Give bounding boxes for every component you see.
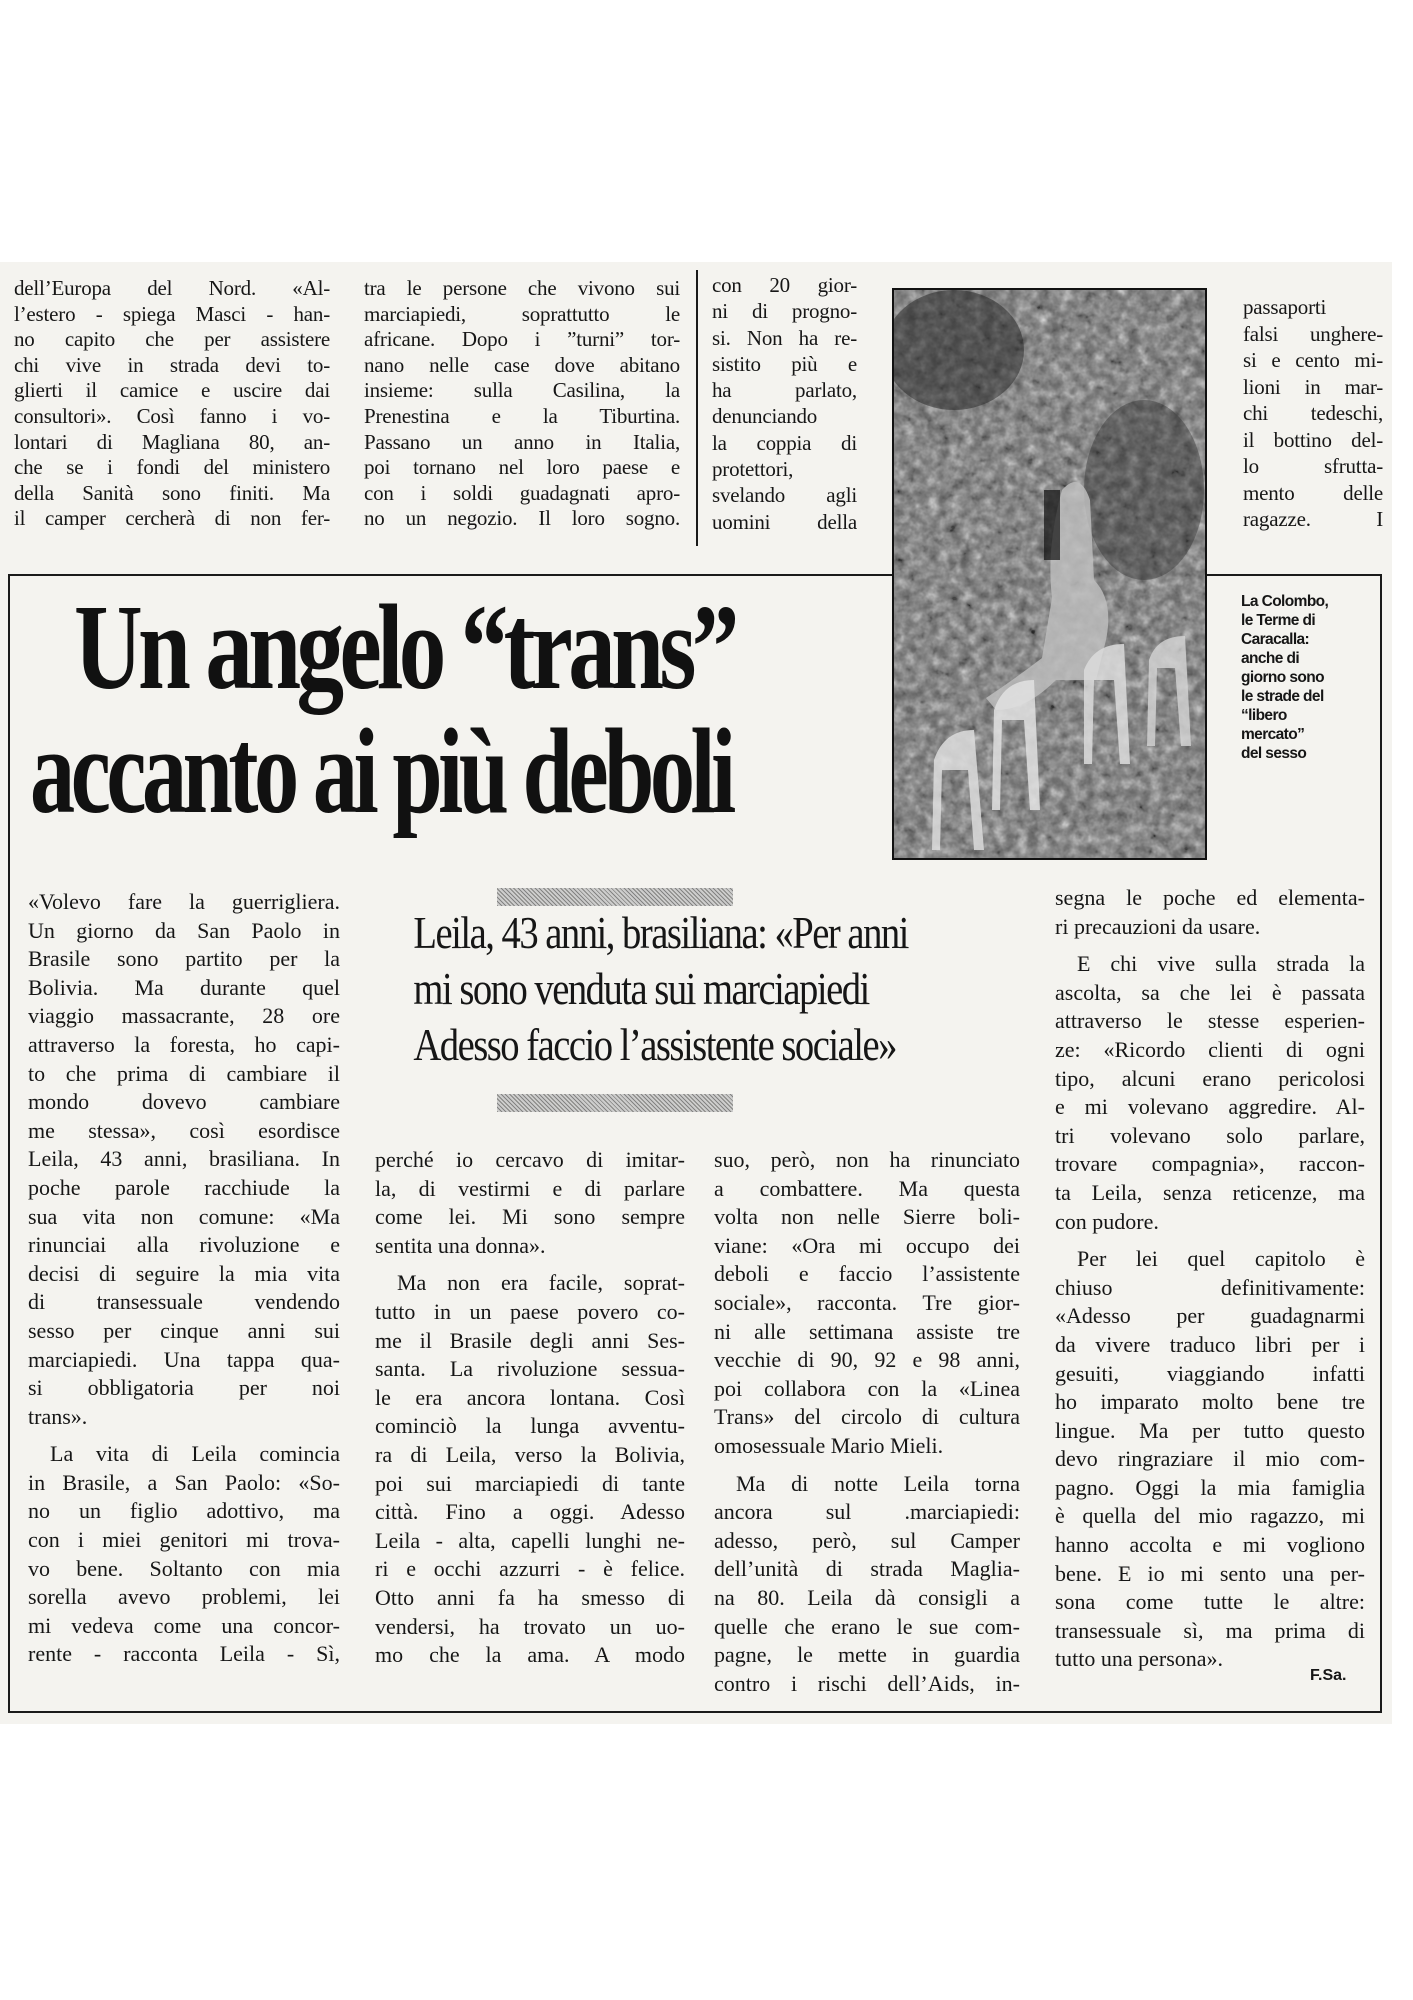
paragraph [714,1146,1020,1461]
paragraph [1055,950,1365,1236]
caption-line: le Terme di [1241,612,1316,629]
text-line: con 20 gior- [712,273,857,297]
text-line: viaggio massacrante, 28 ore [28,1003,340,1029]
text-line: E chi vive sulla strada la [1077,951,1365,977]
text-line: mo che la ama. A modo [375,1642,685,1668]
text-line: della Sanità sono finiti. Ma [14,480,330,505]
text-line: transessuale sì, ma prima di [1055,1617,1365,1643]
text-line: falsi unghere- [1243,321,1383,346]
text-line: la coppia di [712,430,857,455]
text-line: tutto una persona». [1055,1646,1224,1672]
text-line: con i soldi guadagnati apro- [364,480,680,505]
caption-line: “libero [1241,707,1287,724]
text-line: nano nelle case dove abitano [364,352,680,377]
caption-line: del sesso [1241,745,1307,762]
subheadline [375,905,908,1073]
text-line: Passano un anno in Italia, [364,429,680,454]
text-line: il camper cercherà di non fer- [14,506,330,531]
text-line: ancora sul .marciapiedi: [714,1499,1020,1525]
text-line: si obbligatoria per noi [28,1375,340,1401]
text-line: tra le persone che vivono sui [364,276,680,300]
text-line: ri precauzioni da usare. [1055,913,1261,939]
text-line: Trans» del circolo di cultura [714,1404,1020,1430]
paragraph [712,272,857,535]
text-line: marciapiedi. Una tappa qua- [28,1346,340,1372]
text-line: devo ringraziare il mio com- [1055,1446,1365,1472]
text-line: africane. Dopo i ”turni” tor- [364,327,680,352]
text-line: sorella avevo problemi, lei [28,1584,340,1610]
text-line: denunciando [712,404,818,429]
top-column-1 [14,276,330,532]
text-line: no un figlio adottivo, ma [28,1498,340,1524]
paragraph [14,276,330,532]
paragraph [375,1269,685,1669]
text-line: «Adesso per guadagnarmi [1055,1303,1365,1329]
text-line: no capito che per assistere [14,327,330,352]
subheadline-line: mi sono venduta sui marciapiedi [413,963,869,1014]
text-line: ri e occhi azzurri - è felice. [375,1556,685,1582]
text-line: Un giorno da San Paolo in [28,917,340,943]
text-line: Leila, 43 anni, brasiliana. In [28,1146,340,1172]
text-line: me il Brasile degli anni Ses- [375,1327,685,1353]
text-line: è quella del mio ragazzo, mi [1055,1503,1365,1529]
text-line: uomini della [712,509,857,534]
caption-line: Caracalla: [1241,631,1310,648]
text-line: protettori, [712,457,794,482]
text-line: ze: «Ricordo clienti di ogni [1055,1036,1365,1062]
paragraph [28,1440,340,1669]
paragraph [28,888,340,1431]
text-line: poi sui marciapiedi di tante [375,1470,685,1496]
text-line: segna le poche ed elementa- [1055,885,1365,910]
text-line: poi collabora con la «Linea [714,1375,1020,1401]
text-line: omosessuale Mario Mieli. [714,1432,944,1458]
text-line: la, di vestirmi e di parlare [375,1175,685,1201]
photo [892,288,1207,860]
subheadline-line: Leila, 43 anni, brasiliana: «Per anni [413,907,908,958]
text-line: tutto in un paese povero co- [375,1298,685,1324]
text-line: me stessa», così esordisce [28,1117,340,1143]
text-line: lingue. Ma per tutto questo [1055,1417,1365,1443]
text-line: sociale», racconta. Tre gior- [714,1289,1020,1315]
text-line: lontari di Magliana 80, an- [14,429,330,454]
headline-line-2: accanto ai più deboli [30,704,732,839]
text-line: santa. La rivoluzione sessua- [375,1356,685,1382]
text-line: no un negozio. Il loro sogno. [364,506,680,531]
text-line: bene. E io mi sento una per- [1055,1560,1365,1586]
subheadline-line: Adesso faccio l’assistente sociale» [413,1019,896,1070]
text-line: ta Leila, senza reticenze, ma [1055,1179,1365,1205]
byline: F.Sa. [1310,1667,1347,1684]
text-line: attraverso le stesse esperien- [1055,1008,1365,1034]
text-line: e mi volevano aggredire. Al- [1055,1094,1365,1120]
text-line: consultori». Così fanno i vo- [14,403,330,428]
text-line: mento delle [1243,480,1383,505]
text-line: di transessuale vendendo [28,1289,340,1315]
text-line: sentita una donna». [375,1232,546,1258]
text-line: viane: «Ora mi occupo dei [714,1232,1020,1258]
text-line: sistito più e [712,351,857,376]
text-line: poi tornano nel loro paese e [364,455,680,480]
text-line: il bottino del- [1243,427,1383,452]
text-line: chiuso definitivamente: [1055,1274,1365,1300]
frame-right-rule [1380,574,1382,1713]
text-line: Per lei quel capitolo è [1077,1246,1365,1272]
text-line: Brasile sono partito per la [28,946,340,972]
frame-bottom-rule [8,1711,1382,1713]
text-line: Otto anni fa ha smesso di [375,1584,685,1610]
text-line: pagno. Oggi la mia famiglia [1055,1474,1365,1500]
text-line: vecchie di 90, 92 e 98 anni, [714,1347,1020,1373]
text-line: rinunciai alla rivoluzione e [28,1232,340,1258]
frame-left-rule [8,574,10,1713]
text-line: ha parlato, [712,378,857,403]
text-line: dell’unità di strada Maglia- [714,1556,1020,1582]
paragraph [1055,884,1365,941]
text-line: lo sfrutta- [1243,454,1383,478]
text-line: si. Non ha re- [712,325,857,350]
text-line: vo bene. Soltanto con mia [28,1555,340,1581]
text-line: a combattere. Ma questa [714,1175,1020,1201]
text-line: perché io cercavo di imitar- [375,1147,685,1172]
text-line: glierti il camice e uscire dai [14,378,330,403]
body-column-2 [375,1146,685,1670]
text-line: dell’Europa del Nord. «Al- [14,276,330,300]
caption-line: le strade del [1241,688,1324,705]
text-line: tri volevano solo parlare, [1055,1122,1365,1148]
text-line: ascolta, sa che lei è passata [1055,979,1365,1005]
top-column-4 [1243,294,1383,533]
body-column-4 [1055,884,1365,1674]
text-line: volta non nelle Sierre boli- [714,1204,1020,1230]
text-line: lioni in mar- [1243,374,1383,399]
text-line: attraverso la foresta, ho capi- [28,1031,340,1057]
caption-line: anche di [1241,650,1300,667]
text-line: sua vita non comune: «Ma [28,1203,340,1229]
text-line: trans». [28,1403,88,1429]
text-line: Ma non era facile, soprat- [397,1270,685,1296]
text-line: pagne, le mette in guardia [714,1642,1020,1668]
caption-line: mercato” [1241,726,1305,743]
text-line: città. Fino a oggi. Adesso [375,1499,685,1525]
text-line: suo, però, non ha rinunciato [714,1147,1020,1172]
text-line: ra di Leila, verso la Bolivia, [375,1441,685,1467]
text-line: con i miei genitori mi trova- [28,1527,340,1553]
text-line: l’estero - spiega Masci - han- [14,301,330,326]
text-line: marciapiedi, soprattutto le [364,301,680,326]
text-line: passaporti [1243,295,1327,319]
text-line: quelle che erano le sue com- [714,1613,1020,1639]
headline [30,580,978,839]
text-line: adesso, però, sul Camper [714,1527,1020,1553]
text-line: le era ancora lontana. Così [375,1384,685,1410]
text-line: che se i fondi del ministero [14,455,330,480]
top-column-3 [712,272,857,535]
text-line: Ma di notte Leila torna [736,1470,1020,1496]
text-line: ho imparato molto bene tre [1055,1389,1365,1415]
text-line: mondo dovevo cambiare [28,1089,340,1115]
photo-caption [1241,592,1328,763]
caption-line: giorno sono [1241,669,1324,686]
subheadline-bottom-bar [497,1094,733,1112]
text-line: chi vive in strada devi to- [14,352,330,377]
text-line: hanno accolta e mi vogliono [1055,1532,1365,1558]
street-photo-image [894,290,1205,858]
text-line: tipo, alcuni erano pericolosi [1055,1065,1365,1091]
text-line: deboli e faccio l’assistente [714,1261,1020,1287]
text-line: vendersi, ha trovato un uo- [375,1613,685,1639]
paragraph [364,276,680,532]
text-line: da vivere traduco libri per i [1055,1331,1365,1357]
column-rule [696,270,698,546]
text-line: rente - racconta Leila - Sì, [28,1641,340,1667]
paragraph [375,1146,685,1260]
text-line: ni alle settimana assiste tre [714,1318,1020,1344]
top-column-2 [364,276,680,532]
text-line: Prenestina e la Tiburtina. [364,403,680,428]
headline-line-1: Un angelo “trans” [74,580,735,715]
subheadline-top-bar [497,888,733,906]
text-line: in Brasile, a San Paolo: «So- [28,1469,340,1495]
text-line: sesso per cinque anni sui [28,1317,340,1343]
text-line: contro i rischi dell’Aids, in- [714,1670,1020,1696]
text-line: svelando agli [712,483,857,508]
text-line: cominciò la lunga avventu- [375,1413,685,1439]
paragraph [1243,294,1383,533]
text-line: insieme: sulla Casilina, la [364,378,680,403]
caption-line: La Colombo, [1241,593,1329,610]
paragraph [714,1470,1020,1699]
text-line: mi vedeva come una concor- [28,1612,340,1638]
body-column-1 [28,888,340,1669]
paragraph [1055,1245,1365,1674]
text-line: trovare compagnia», raccon- [1055,1151,1365,1177]
text-line: Leila - alta, capelli lunghi ne- [375,1527,685,1553]
text-line: ragazze. I [1243,507,1383,531]
text-line: si e cento mi- [1243,348,1383,372]
text-line: to che prima di cambiare il [28,1060,340,1086]
text-line: sona come tutte le altre: [1055,1589,1365,1615]
text-line: decisi di seguire la mia vita [28,1260,340,1286]
text-line: «Volevo fare la guerrigliera. [28,889,340,914]
text-line: come lei. Mi sono sempre [375,1204,685,1230]
text-line: na 80. Leila dà consigli a [714,1584,1020,1610]
text-line: Bolivia. Ma durante quel [28,974,340,1000]
text-line: poche parole racchiude la [28,1174,340,1200]
text-line: chi tedeschi, [1243,401,1383,425]
text-line: con pudore. [1055,1208,1159,1234]
text-line: ni di progno- [712,299,857,324]
text-line: La vita di Leila comincia [50,1441,340,1467]
text-line: gesuiti, viaggiando infatti [1055,1360,1365,1386]
body-column-3 [714,1146,1020,1698]
